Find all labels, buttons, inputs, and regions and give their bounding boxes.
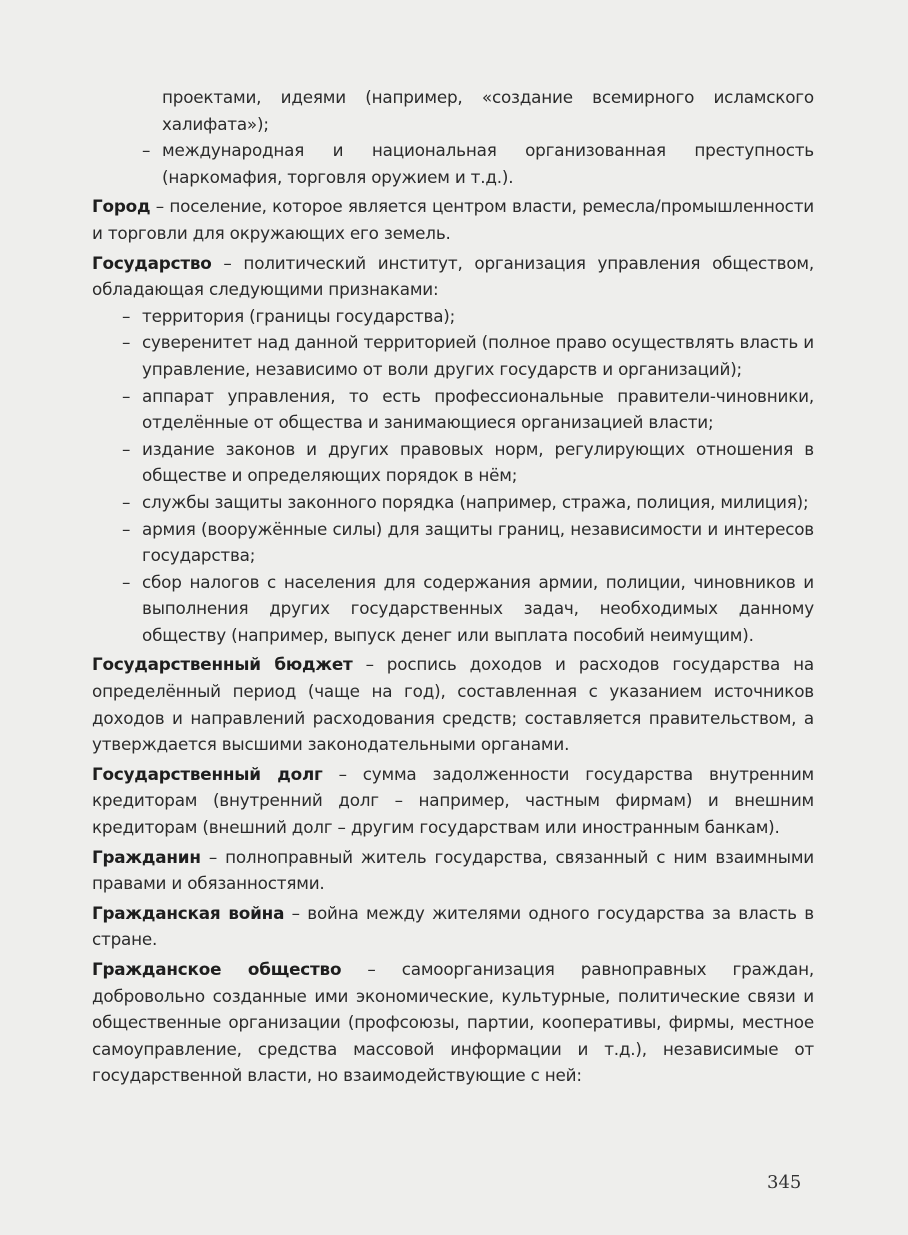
entry-definition: – сумма задолженности государства внутренним кредиторам (внутренний долг – например, частным фирмам) и внешним кредиторам (внешний долг – другим государствам или иностранным банкам). xyxy=(92,763,814,838)
state-features-list xyxy=(92,303,814,649)
glossary-entry-civil-war xyxy=(92,900,814,953)
entry-definition: – роспись доходов и расходов государства на определённый период (чаще на год), составленная с указанием источников доходов и направлений расходования средств; составляется правительством, а утверждается высшими законодательными органами. xyxy=(92,654,814,755)
list-item-text: территория (границы государства); xyxy=(142,305,456,326)
list-dash: – xyxy=(122,571,131,592)
list-dash: – xyxy=(122,491,131,512)
list-item-text: международная и национальная организованная преступность (наркомафия, торговля оружием и т.д.). xyxy=(162,140,814,187)
glossary-entry-budget xyxy=(92,651,814,757)
entry-term: Гражданская война xyxy=(92,902,285,923)
list-item xyxy=(122,516,814,569)
list-item-text: сбор налогов с населения для содержания армии, полиции, чиновников и выполнения других государственных задач, необходимых данному обществу (например, выпуск денег или выплата пособий неимущим). xyxy=(142,571,814,645)
entry-term: Гражданское общество xyxy=(92,959,342,979)
entry-definition: – поселение, которое является центром власти, ремесла/промышленности и торговли для окружающих его земель. xyxy=(92,196,814,243)
entry-definition: – самоорганизация равноправных граждан, добровольно созданные ими экономические, культурные, политические связи и общественные организации (профсоюзы, партии, кооперативы, фирмы, местное самоуправление, средства массовой информации и т.д.), независимые от государственной власти, но взаимодействующие с ней: xyxy=(92,959,814,1086)
list-item-text: службы защиты законного порядка (например, стража, полиция, милиция); xyxy=(142,491,809,512)
entry-definition: – полноправный житель государства, связанный с ним взаимными правами и обязанностями. xyxy=(92,846,814,894)
list-dash: – xyxy=(122,385,131,406)
intro-list xyxy=(92,137,814,190)
list-item-text: суверенитет над данной территорией (полное право осуществлять власть и управление, независимо от воли других государств и организаций); xyxy=(142,332,814,379)
list-item xyxy=(122,569,814,649)
entry-definition: – война между жителями одного государства за власть в стране. xyxy=(92,902,814,950)
list-item xyxy=(122,383,814,436)
entry-term: Гражданин xyxy=(92,846,201,867)
list-dash: – xyxy=(122,518,131,539)
list-item-text: армия (вооружённые силы) для защиты границ, независимости и интересов государства; xyxy=(142,518,814,566)
list-item xyxy=(122,303,814,330)
glossary-entry-citizen xyxy=(92,844,814,897)
list-item-text: издание законов и других правовых норм, регулирующих отношения в обществе и определяющих порядок в нём; xyxy=(142,438,814,486)
list-item xyxy=(122,436,814,489)
entry-definition: – политический институт, организация управления обществом, обладающая следующими признаками: xyxy=(92,252,814,300)
glossary-entry-debt xyxy=(92,761,814,841)
list-dash: – xyxy=(122,305,131,326)
glossary-entry-gorod xyxy=(92,193,814,246)
list-dash: – xyxy=(122,332,131,353)
glossary-entry-gosudarstvo xyxy=(92,250,814,303)
continued-list-item-text: проектами, идеями (например, «создание всемирного исламского халифата»); xyxy=(162,87,814,134)
list-item xyxy=(122,329,814,382)
page-number: 345 xyxy=(767,1172,802,1193)
glossary-entry-civil-society xyxy=(92,956,814,1089)
list-item xyxy=(122,489,814,516)
list-dash: – xyxy=(142,140,151,161)
glossary-text xyxy=(92,84,814,1089)
list-item-text: аппарат управления, то есть профессиональные правители-чиновники, отделённые от общества и занимающиеся организацией власти; xyxy=(142,385,814,433)
entry-term: Государство xyxy=(92,252,212,273)
entry-term: Государственный бюджет xyxy=(92,654,353,675)
entry-term: Город xyxy=(92,196,151,217)
entry-term: Государственный долг xyxy=(92,763,323,784)
list-dash: – xyxy=(122,438,131,459)
list-item xyxy=(142,137,814,190)
